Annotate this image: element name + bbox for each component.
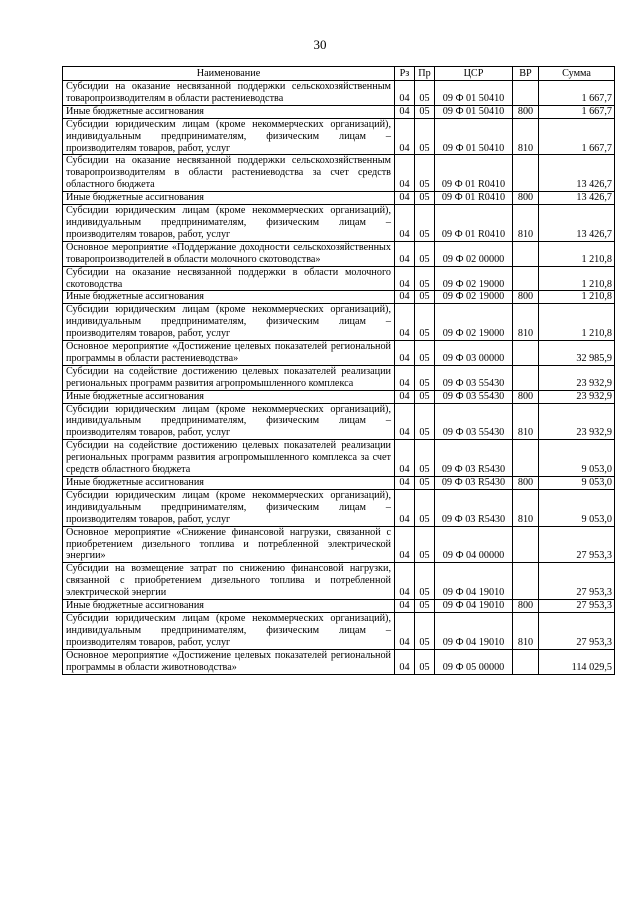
- cell-csr: 09 Ф 02 19000: [435, 266, 513, 291]
- table-row: [63, 600, 615, 613]
- cell-pr: 05: [415, 489, 435, 526]
- cell-vr: [513, 440, 539, 477]
- cell-pr: 05: [415, 600, 435, 613]
- cell-vr: 810: [513, 489, 539, 526]
- cell-csr: 09 Ф 03 55430: [435, 403, 513, 440]
- cell-rz: 04: [395, 489, 415, 526]
- cell-sum: 13 426,7: [539, 155, 615, 192]
- cell-csr: 09 Ф 04 19010: [435, 600, 513, 613]
- cell-rz: 04: [395, 205, 415, 242]
- cell-rz: 04: [395, 341, 415, 366]
- cell-rz: 04: [395, 649, 415, 674]
- table-row: [63, 612, 615, 649]
- table-row: [63, 341, 615, 366]
- cell-sum: 1 667,7: [539, 81, 615, 106]
- table-row: [63, 304, 615, 341]
- cell-name: Субсидии на содействие достижению целевых показателей реализации региональных программ развития агропромышленного комплекса за счет средств областного бюджета: [63, 440, 395, 477]
- cell-name: Субсидии на содействие достижению целевых показателей реализации региональных программ развития агропромышленного комплекса: [63, 365, 395, 390]
- header-csr: ЦСР: [435, 67, 513, 81]
- table-row: [63, 155, 615, 192]
- header-name: Наименование: [63, 67, 395, 81]
- table-body: [63, 81, 615, 675]
- cell-csr: 09 Ф 03 R5430: [435, 477, 513, 490]
- cell-pr: 05: [415, 118, 435, 155]
- cell-rz: 04: [395, 155, 415, 192]
- cell-sum: 13 426,7: [539, 192, 615, 205]
- cell-vr: [513, 563, 539, 600]
- cell-vr: [513, 365, 539, 390]
- cell-rz: 04: [395, 105, 415, 118]
- cell-csr: 09 Ф 01 50410: [435, 81, 513, 106]
- cell-rz: 04: [395, 365, 415, 390]
- table-row: [63, 526, 615, 563]
- cell-pr: 05: [415, 341, 435, 366]
- cell-sum: 32 985,9: [539, 341, 615, 366]
- cell-sum: 13 426,7: [539, 205, 615, 242]
- cell-pr: 05: [415, 403, 435, 440]
- table-row: [63, 81, 615, 106]
- cell-csr: 09 Ф 05 00000: [435, 649, 513, 674]
- cell-sum: 9 053,0: [539, 489, 615, 526]
- cell-csr: 09 Ф 04 00000: [435, 526, 513, 563]
- cell-name: Субсидии юридическим лицам (кроме некоммерческих организаций), индивидуальным предпринимателям, физическим лицам – производителям товаров, работ, услуг: [63, 118, 395, 155]
- cell-vr: [513, 526, 539, 563]
- cell-sum: 27 953,3: [539, 600, 615, 613]
- table-row: [63, 118, 615, 155]
- cell-rz: 04: [395, 266, 415, 291]
- cell-sum: 9 053,0: [539, 477, 615, 490]
- cell-sum: 1 210,8: [539, 241, 615, 266]
- cell-csr: 09 Ф 04 19010: [435, 612, 513, 649]
- table-row: [63, 105, 615, 118]
- cell-pr: 05: [415, 563, 435, 600]
- cell-sum: 23 932,9: [539, 365, 615, 390]
- table-row: [63, 563, 615, 600]
- cell-sum: 27 953,3: [539, 612, 615, 649]
- cell-vr: [513, 649, 539, 674]
- cell-csr: 09 Ф 02 19000: [435, 304, 513, 341]
- cell-name: Основное мероприятие «Снижение финансовой нагрузки, связанной с приобретением дизельного топлива и потребленной электрической энергии»: [63, 526, 395, 563]
- cell-rz: 04: [395, 403, 415, 440]
- cell-rz: 04: [395, 241, 415, 266]
- cell-sum: 1 210,8: [539, 266, 615, 291]
- cell-pr: 05: [415, 304, 435, 341]
- cell-pr: 05: [415, 105, 435, 118]
- table-row: [63, 365, 615, 390]
- cell-csr: 09 Ф 04 19010: [435, 563, 513, 600]
- cell-vr: [513, 155, 539, 192]
- table-row: [63, 649, 615, 674]
- table-row: [63, 390, 615, 403]
- cell-name: Основное мероприятие «Достижение целевых показателей региональной программы в области растениеводства»: [63, 341, 395, 366]
- table-row: [63, 477, 615, 490]
- table-row: [63, 192, 615, 205]
- cell-name: Иные бюджетные ассигнования: [63, 600, 395, 613]
- cell-pr: 05: [415, 241, 435, 266]
- header-rz: Рз: [395, 67, 415, 81]
- cell-name: Субсидии юридическим лицам (кроме некоммерческих организаций), индивидуальным предпринимателям, физическим лицам – производителям товаров, работ, услуг: [63, 612, 395, 649]
- table-row: [63, 291, 615, 304]
- cell-csr: 09 Ф 01 50410: [435, 118, 513, 155]
- cell-rz: 04: [395, 563, 415, 600]
- cell-name: Основное мероприятие «Поддержание доходности сельскохозяйственных товаропроизводителей в области молочного скотоводства»: [63, 241, 395, 266]
- cell-vr: 800: [513, 390, 539, 403]
- cell-name: Субсидии юридическим лицам (кроме некоммерческих организаций), индивидуальным предпринимателям, физическим лицам – производителям товаров, работ, услуг: [63, 403, 395, 440]
- cell-pr: 05: [415, 365, 435, 390]
- cell-vr: 810: [513, 403, 539, 440]
- cell-name: Субсидии юридическим лицам (кроме некоммерческих организаций), индивидуальным предпринимателям, физическим лицам – производителям товаров, работ, услуг: [63, 205, 395, 242]
- cell-vr: 800: [513, 192, 539, 205]
- cell-csr: 09 Ф 03 55430: [435, 365, 513, 390]
- table-row: [63, 489, 615, 526]
- cell-sum: 1 667,7: [539, 105, 615, 118]
- cell-name: Иные бюджетные ассигнования: [63, 192, 395, 205]
- cell-vr: 800: [513, 600, 539, 613]
- cell-vr: 810: [513, 205, 539, 242]
- cell-rz: 04: [395, 526, 415, 563]
- cell-sum: 1 210,8: [539, 291, 615, 304]
- header-pr: Пр: [415, 67, 435, 81]
- cell-pr: 05: [415, 477, 435, 490]
- cell-csr: 09 Ф 03 R5430: [435, 489, 513, 526]
- cell-sum: 1 210,8: [539, 304, 615, 341]
- cell-pr: 05: [415, 192, 435, 205]
- page-number: 30: [313, 37, 327, 52]
- cell-pr: 05: [415, 390, 435, 403]
- cell-name: Иные бюджетные ассигнования: [63, 390, 395, 403]
- cell-rz: 04: [395, 477, 415, 490]
- cell-pr: 05: [415, 291, 435, 304]
- cell-name: Иные бюджетные ассигнования: [63, 477, 395, 490]
- cell-csr: 09 Ф 03 00000: [435, 341, 513, 366]
- cell-csr: 09 Ф 01 50410: [435, 105, 513, 118]
- cell-rz: 04: [395, 291, 415, 304]
- cell-rz: 04: [395, 390, 415, 403]
- cell-vr: 800: [513, 105, 539, 118]
- cell-pr: 05: [415, 649, 435, 674]
- cell-vr: 810: [513, 612, 539, 649]
- cell-pr: 05: [415, 612, 435, 649]
- cell-csr: 09 Ф 02 19000: [435, 291, 513, 304]
- cell-vr: 800: [513, 477, 539, 490]
- cell-csr: 09 Ф 02 00000: [435, 241, 513, 266]
- cell-name: Основное мероприятие «Достижение целевых показателей региональной программы в области животноводства»: [63, 649, 395, 674]
- cell-csr: 09 Ф 03 55430: [435, 390, 513, 403]
- cell-pr: 05: [415, 81, 435, 106]
- cell-vr: 800: [513, 291, 539, 304]
- table-row: [63, 266, 615, 291]
- cell-rz: 04: [395, 440, 415, 477]
- cell-rz: 04: [395, 192, 415, 205]
- cell-name: Субсидии на оказание несвязанной поддержки в области молочного скотоводства: [63, 266, 395, 291]
- cell-name: Иные бюджетные ассигнования: [63, 105, 395, 118]
- cell-pr: 05: [415, 205, 435, 242]
- cell-rz: 04: [395, 304, 415, 341]
- table-header-row: [63, 67, 615, 81]
- cell-vr: [513, 241, 539, 266]
- cell-sum: 114 029,5: [539, 649, 615, 674]
- cell-rz: 04: [395, 600, 415, 613]
- cell-csr: 09 Ф 03 R5430: [435, 440, 513, 477]
- table-row: [63, 241, 615, 266]
- table-row: [63, 205, 615, 242]
- cell-sum: 1 667,7: [539, 118, 615, 155]
- cell-sum: 27 953,3: [539, 563, 615, 600]
- cell-pr: 05: [415, 266, 435, 291]
- header-sum: Сумма: [539, 67, 615, 81]
- cell-sum: 23 932,9: [539, 403, 615, 440]
- cell-name: Субсидии юридическим лицам (кроме некоммерческих организаций), индивидуальным предпринимателям, физическим лицам – производителям товаров, работ, услуг: [63, 304, 395, 341]
- cell-rz: 04: [395, 612, 415, 649]
- table-row: [63, 403, 615, 440]
- cell-csr: 09 Ф 01 R0410: [435, 205, 513, 242]
- cell-pr: 05: [415, 440, 435, 477]
- cell-pr: 05: [415, 526, 435, 563]
- cell-vr: [513, 341, 539, 366]
- cell-sum: 23 932,9: [539, 390, 615, 403]
- cell-sum: 27 953,3: [539, 526, 615, 563]
- header-vr: ВР: [513, 67, 539, 81]
- cell-vr: [513, 81, 539, 106]
- table-row: [63, 440, 615, 477]
- cell-vr: 810: [513, 118, 539, 155]
- budget-table: [62, 66, 615, 675]
- cell-name: Иные бюджетные ассигнования: [63, 291, 395, 304]
- cell-vr: 810: [513, 304, 539, 341]
- cell-rz: 04: [395, 81, 415, 106]
- cell-vr: [513, 266, 539, 291]
- cell-csr: 09 Ф 01 R0410: [435, 155, 513, 192]
- cell-name: Субсидии на оказание несвязанной поддержки сельскохозяйственным товаропроизводителям в области растениеводства за счет средств областного бюджета: [63, 155, 395, 192]
- cell-pr: 05: [415, 155, 435, 192]
- cell-csr: 09 Ф 01 R0410: [435, 192, 513, 205]
- cell-name: Субсидии на оказание несвязанной поддержки сельскохозяйственным товаропроизводителям в области растениеводства: [63, 81, 395, 106]
- cell-name: Субсидии юридическим лицам (кроме некоммерческих организаций), индивидуальным предпринимателям, физическим лицам – производителям товаров, работ, услуг: [63, 489, 395, 526]
- cell-rz: 04: [395, 118, 415, 155]
- cell-sum: 9 053,0: [539, 440, 615, 477]
- cell-name: Субсидии на возмещение затрат по снижению финансовой нагрузки, связанной с приобретением дизельного топлива и потребленной электрической энергии: [63, 563, 395, 600]
